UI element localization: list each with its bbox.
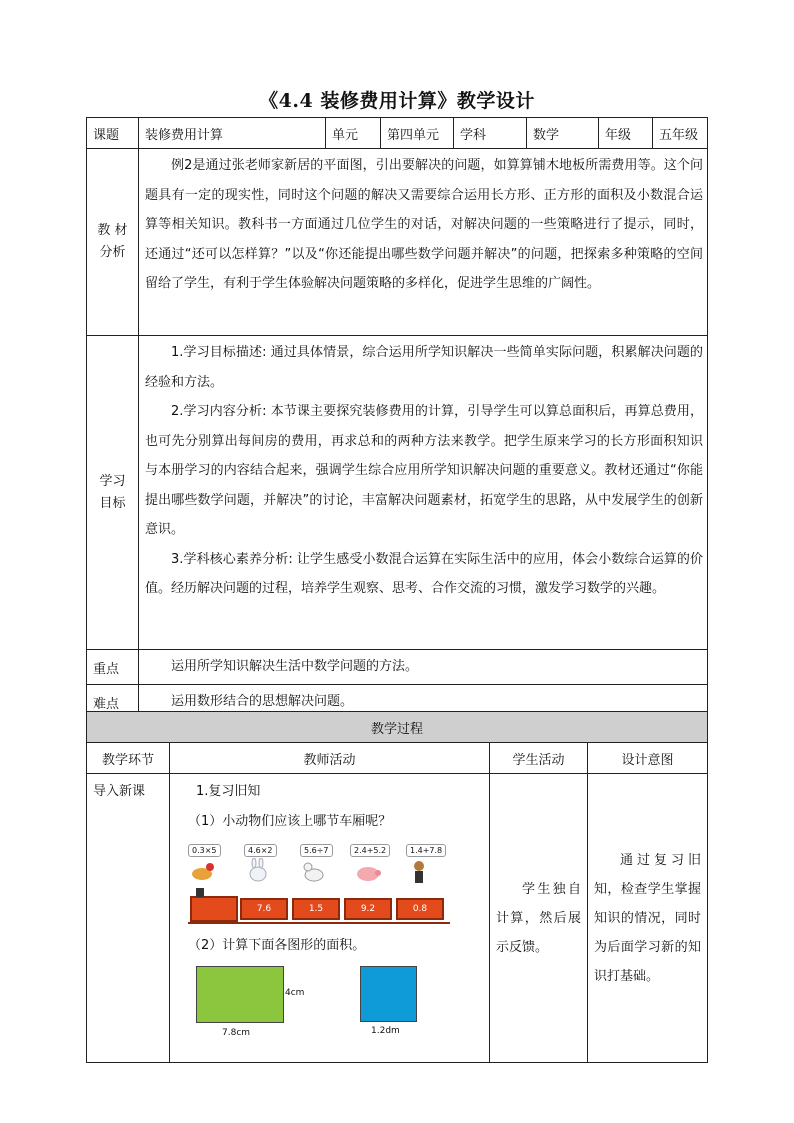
pig-icon: [357, 867, 381, 881]
expression-bubble-5: 1.4+7.8: [406, 842, 446, 857]
course-label: 课题: [87, 118, 139, 149]
rect-height-label: 4cm: [285, 988, 305, 998]
locomotive-icon: [190, 896, 238, 922]
teacher-activity-cell: [170, 774, 490, 1063]
animals-figure: [188, 840, 479, 886]
goals-label-line2: 目标: [99, 495, 126, 511]
track-line: [188, 922, 450, 924]
key-point-label: 重点: [87, 650, 139, 685]
goals-label: [87, 336, 139, 650]
question-1: （1）小动物们应该上哪节车厢呢？: [188, 814, 392, 829]
rect-width-label: 7.8cm: [222, 1028, 251, 1038]
train-car-4: 0.8: [396, 898, 444, 920]
course-value: 装修费用计算: [139, 118, 326, 149]
goals-label-line1: 学习: [99, 473, 126, 489]
expression-bubble-2: 4.6×2: [244, 842, 277, 857]
analysis-label: [87, 149, 139, 336]
key-point-cell: [139, 650, 708, 685]
analysis-label-line2: 分析: [99, 245, 126, 260]
student-activity-text: 学生独自计算，然后展示反馈。: [496, 881, 581, 955]
goals-row: [87, 336, 708, 650]
expression-bubble-3: 5.6÷7: [300, 842, 333, 857]
info-row: [87, 118, 708, 149]
col-stage: 教学环节: [87, 743, 170, 774]
unit-label: 单元: [326, 118, 381, 149]
goal-paragraph-1: 1.学习目标描述: 通过具体情景，综合运用所学知识解决一些简单实际问题，积累解决问题的经验和方法。: [145, 345, 703, 390]
chimney-icon: [196, 888, 204, 897]
process-row-intro: [87, 774, 708, 1063]
goals-text-cell: [139, 336, 708, 650]
col-intent: 设计意图: [588, 743, 708, 774]
unit-value: 第四单元: [381, 118, 454, 149]
difficulty-text: 运用数形结合的思想解决问题。: [171, 694, 354, 710]
subject-label: 学科: [454, 118, 527, 149]
grade-value: 五年级: [653, 118, 708, 149]
key-point-text: 运用所学知识解决生活中数学问题的方法。: [171, 659, 419, 675]
blue-square: [360, 966, 417, 1022]
green-rectangle: [196, 966, 284, 1023]
expression-bubble-4: 2.4+5.2: [350, 842, 390, 857]
difficulty-label: 难点: [87, 685, 139, 720]
expression-bubble-1: 0.3×5: [188, 842, 221, 857]
info-table: [86, 117, 708, 720]
grade-label: 年级: [599, 118, 653, 149]
analysis-label-line1: 教 材: [97, 223, 128, 238]
analysis-text-cell: [139, 149, 708, 336]
goal-paragraph-3: 3.学科核心素养分析: 让学生感受小数混合运算在实际生活中的应用，体会小数综合运算的价值。经历解决问题的过程，培养学生观察、思考、合作交流的习惯，激发学习数学的兴趣。: [145, 551, 703, 596]
design-intent-text: 通过复习旧知，检查学生掌握知识的情况，同时为后面学习新的知识打基础。: [594, 852, 702, 984]
question-2: （2）计算下面各图形的面积。: [188, 938, 366, 953]
stage-cell: 导入新课: [87, 774, 170, 1063]
col-student: 学生活动: [490, 743, 588, 774]
square-side-label: 1.2dm: [371, 1026, 400, 1036]
student-activity-cell: [490, 774, 588, 1063]
train-figure: [188, 886, 479, 930]
animals-icons: [188, 858, 438, 886]
train-car-1: 7.6: [240, 898, 288, 920]
rooster-icon: [192, 863, 214, 880]
review-step: 1.复习旧知: [196, 784, 261, 799]
rabbit-icon: [250, 858, 266, 881]
page-title: 《4.4 装修费用计算》教学设计: [259, 90, 535, 112]
analysis-row: [87, 149, 708, 336]
goal-paragraph-2: 2.学习内容分析: 本节课主要探究装修费用的计算，引导学生可以算总面积后，再算总费用，也可先分别算出每间房的费用，再求总和的两种方法来教学。把学生原来学习的长方形面积知识与本册学习的内容结合起来，强调学生综合应用所学知识解决问题的重要意义。教材还通过“你能提出哪些数学问题，并解决”的讨论，丰富解决问题素材，拓宽学生的思路，从中发展学生的创新意识。: [145, 404, 703, 537]
train-car-2: 1.5: [292, 898, 340, 920]
design-intent-cell: [588, 774, 708, 1063]
goat-icon: [304, 863, 323, 881]
col-teacher: 教师活动: [170, 743, 490, 774]
process-header: 教学过程: [87, 712, 708, 743]
monkey-icon: [414, 861, 424, 883]
key-point-row: [87, 650, 708, 685]
subject-value: 数学: [527, 118, 599, 149]
shapes-figure: [188, 966, 479, 1044]
process-column-headers: [87, 743, 708, 774]
analysis-text: 例2是通过张老师家新居的平面图，引出要解决的问题，如算算铺木地板所需费用等。这个问题具有一定的现实性，同时这个问题的解决又需要综合运用长方形、正方形的面积及小数混合运算等相关知识。教科书一方面通过几位学生的对话，对解决问题的一些策略进行了提示，同时，还通过“还可以怎样算？”以及“你还能提出哪些数学问题并解决”的问题，把探索多种策略的空间留给了学生，有利于学生体验解决问题策略的多样化，促进学生思维的广阔性。: [145, 158, 703, 291]
train-car-3: 9.2: [344, 898, 392, 920]
process-table: [86, 711, 708, 1063]
